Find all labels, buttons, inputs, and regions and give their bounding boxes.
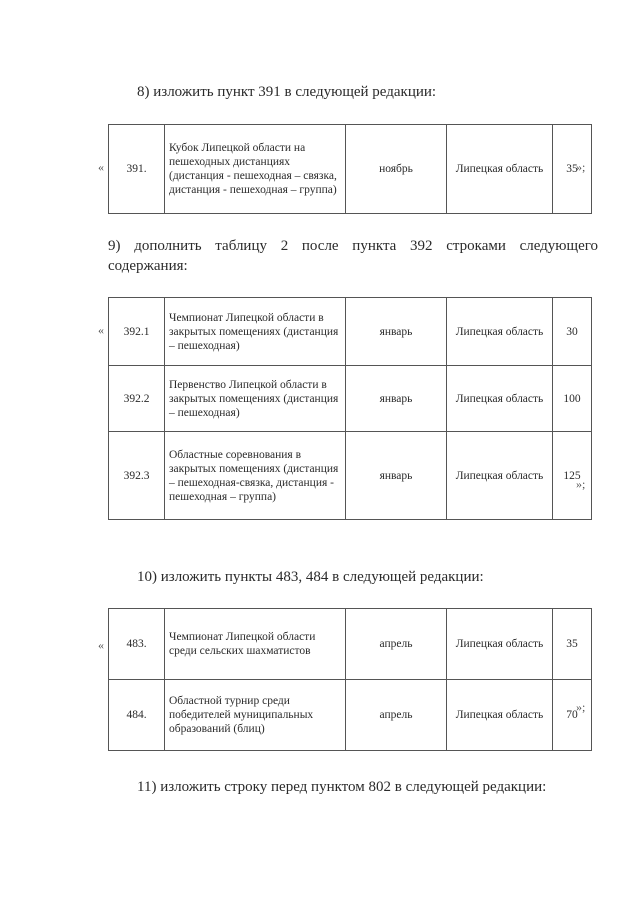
close-quote: »;: [576, 700, 586, 714]
paragraph-item-9: 9) дополнить таблицу 2 после пункта 392 строками следующего: [108, 238, 598, 254]
participant-count: 35: [553, 609, 592, 680]
open-quote: «: [98, 160, 104, 174]
row-number: 391.: [109, 125, 165, 214]
participant-count: 30: [553, 298, 592, 366]
participant-count: 35: [553, 125, 592, 214]
table-items-483-484: [108, 608, 592, 751]
table-row: [109, 298, 592, 366]
paragraph-item-8: 8) изложить пункт 391 в следующей редакции:: [137, 84, 437, 100]
table-items-392: [108, 297, 592, 520]
event-month: январь: [346, 298, 447, 366]
paragraph-item-11: 11) изложить строку перед пунктом 802 в следующей редакции:: [137, 779, 547, 795]
event-place: Липецкая область: [447, 680, 553, 751]
participant-count: 125: [553, 432, 592, 520]
event-name: Областной турнир среди победителей муниципальных образований (блиц): [165, 680, 346, 751]
close-quote: »;: [576, 477, 586, 491]
table-row: [109, 366, 592, 432]
table-row: [109, 432, 592, 520]
close-quote: »;: [576, 160, 586, 174]
row-number: 392.3: [109, 432, 165, 520]
row-number: 392.1: [109, 298, 165, 366]
participant-count: 100: [553, 366, 592, 432]
table-row: [109, 680, 592, 751]
table-row: [109, 125, 592, 214]
paragraph-item-9-continued: содержания:: [108, 258, 188, 274]
event-month: ноябрь: [346, 125, 447, 214]
table-row: [109, 609, 592, 680]
event-name: Первенство Липецкой области в закрытых помещениях (дистанция – пешеходная): [165, 366, 346, 432]
participant-count: 70: [553, 680, 592, 751]
row-number: 484.: [109, 680, 165, 751]
event-place: Липецкая область: [447, 432, 553, 520]
table-item-391: [108, 124, 592, 214]
event-place: Липецкая область: [447, 609, 553, 680]
event-name: Областные соревнования в закрытых помещениях (дистанция – пешеходная-связка, дистанция - пешеходная – группа): [165, 432, 346, 520]
event-place: Липецкая область: [447, 298, 553, 366]
event-month: апрель: [346, 609, 447, 680]
event-name: Чемпионат Липецкой области среди сельских шахматистов: [165, 609, 346, 680]
row-number: 483.: [109, 609, 165, 680]
event-place: Липецкая область: [447, 366, 553, 432]
paragraph-item-10: 10) изложить пункты 483, 484 в следующей редакции:: [137, 569, 484, 585]
event-month: январь: [346, 432, 447, 520]
event-month: январь: [346, 366, 447, 432]
row-number: 392.2: [109, 366, 165, 432]
event-name: Чемпионат Липецкой области в закрытых помещениях (дистанция – пешеходная): [165, 298, 346, 366]
event-month: апрель: [346, 680, 447, 751]
event-name: Кубок Липецкой области на пешеходных дистанциях (дистанция - пешеходная – связка, дистанция - пешеходная – группа): [165, 125, 346, 214]
open-quote: «: [98, 638, 104, 652]
event-place: Липецкая область: [447, 125, 553, 214]
open-quote: «: [98, 323, 104, 337]
